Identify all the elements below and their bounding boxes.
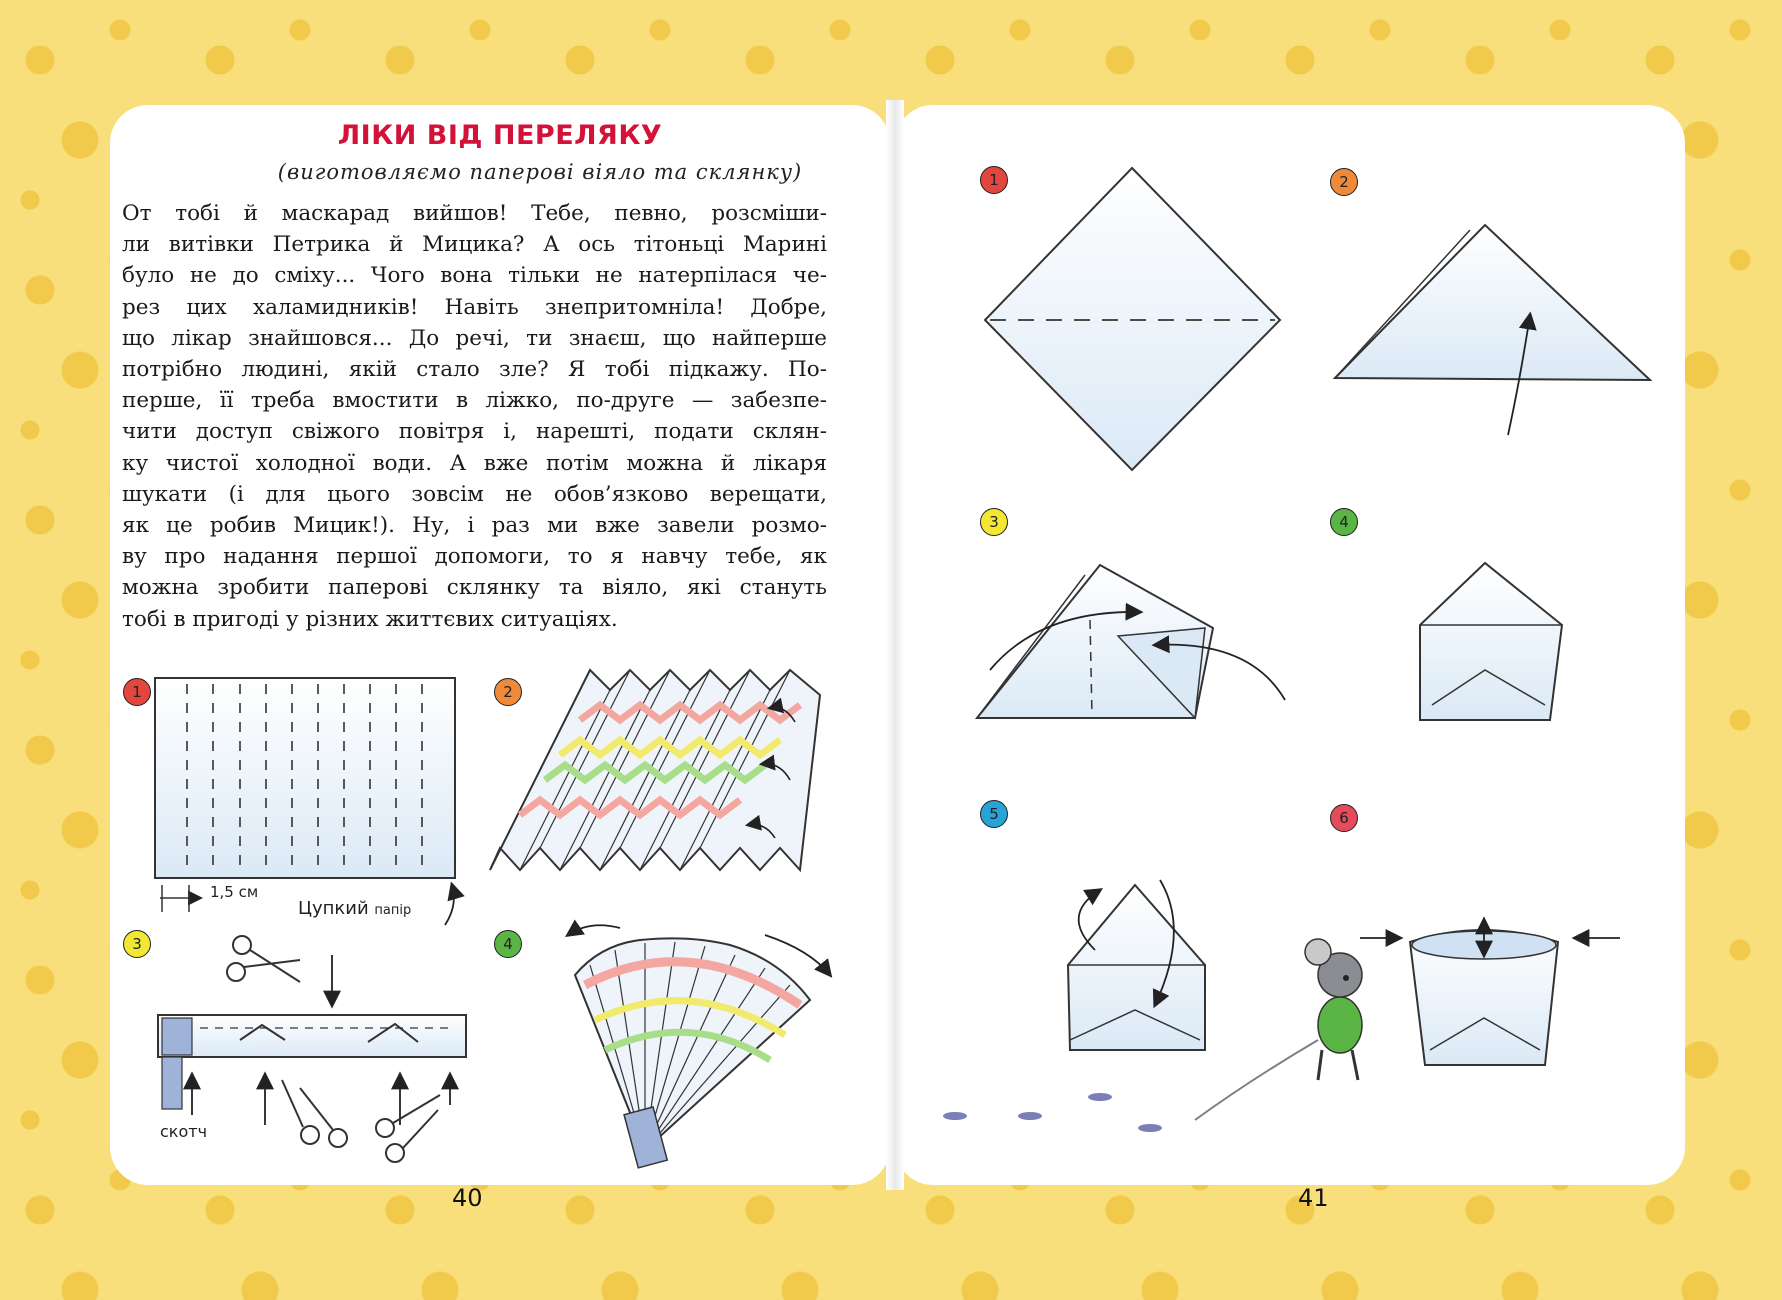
- text-line: що лікар знайшовся... До речі, ти знаєш, що найперше: [122, 325, 827, 351]
- text-line: шукати (і для цього зовсім не обов’язково верещати,: [122, 481, 827, 507]
- mouse-character-illustration: [1195, 939, 1362, 1120]
- paper-label-small: папір: [374, 903, 412, 918]
- fan-step-badge-2: 2: [494, 678, 522, 706]
- text-line: ку чистої холодної води. А вже потім можна й лікаря: [122, 450, 827, 476]
- cup-step1-diamond: [985, 168, 1280, 470]
- cup-step-badge-6: 6: [1330, 804, 1358, 832]
- fan-step4-open-fan: [568, 925, 830, 1168]
- text-line: ли витівки Петрика й Мицика? А ось тітоньці Марині: [122, 232, 827, 258]
- scissors-icon: [282, 1080, 347, 1147]
- fan-step3-strip: [158, 955, 466, 1125]
- cup-step-badge-5: 5: [980, 800, 1008, 828]
- text-line: перше, її треба вмостити в ліжко, по-друге — забезпе-: [122, 388, 827, 414]
- cup-step4-fold: [1420, 563, 1562, 720]
- cup-step5-fold: [1068, 880, 1205, 1050]
- text-line: можна зробити паперові склянку та віяло, які стануть: [122, 575, 827, 601]
- scissors-icon: [376, 1095, 440, 1162]
- paper-label: [298, 898, 411, 919]
- fan-step-badge-4: 4: [494, 930, 522, 958]
- text-line: було не до сміху... Чого вона тільки не натерпілася че-: [122, 263, 827, 289]
- cup-step2-triangle: [1335, 225, 1650, 435]
- fan-step1-paper: [155, 678, 455, 925]
- text-line: От тобі й маскарад вийшов! Тебе, певно, розсміши-: [122, 201, 827, 226]
- footprints-decoration: [943, 1093, 1162, 1132]
- fan-step2-accordion: [490, 670, 820, 870]
- cup-step-badge-1: 1: [980, 166, 1008, 194]
- cup-step-badge-3: 3: [980, 508, 1008, 536]
- text-line: чити доступ свіжого повітря і, нарешті, подати склян-: [122, 419, 827, 445]
- page-title: ЛІКИ ВІД ПЕРЕЛЯКУ: [337, 120, 663, 151]
- page-number-left: 40: [452, 1184, 483, 1212]
- measure-label: 1,5 см: [210, 883, 259, 901]
- fan-step-badge-1: 1: [123, 678, 151, 706]
- page-number-right: 41: [1298, 1184, 1329, 1212]
- text-line: ву про надання першої допомоги, то я навчу тебе, як: [122, 544, 827, 570]
- cup-step6-cup: [1360, 920, 1620, 1065]
- cup-step-badge-2: 2: [1330, 168, 1358, 196]
- scissors-icon: [227, 936, 300, 982]
- cup-step-badge-4: 4: [1330, 508, 1358, 536]
- page-subtitle: (виготовляємо паперові віяло та склянку): [277, 160, 803, 184]
- text-line: потрібно людині, якій стало зле? Я тобі підкажу. По-: [122, 357, 827, 383]
- cup-step3-fold: [977, 565, 1285, 718]
- fan-step-badge-3: 3: [123, 930, 151, 958]
- text-line: рез цих халамидників! Навіть знепритомніла! Добре,: [122, 294, 827, 320]
- text-line: як це робив Мицик!). Ну, і раз ми вже завели розмо-: [122, 513, 827, 539]
- paper-label-big: Цупкий: [298, 898, 369, 919]
- tape-label: скотч: [160, 1122, 208, 1141]
- text-line: тобі в пригоді у різних життєвих ситуаціях.: [122, 606, 618, 632]
